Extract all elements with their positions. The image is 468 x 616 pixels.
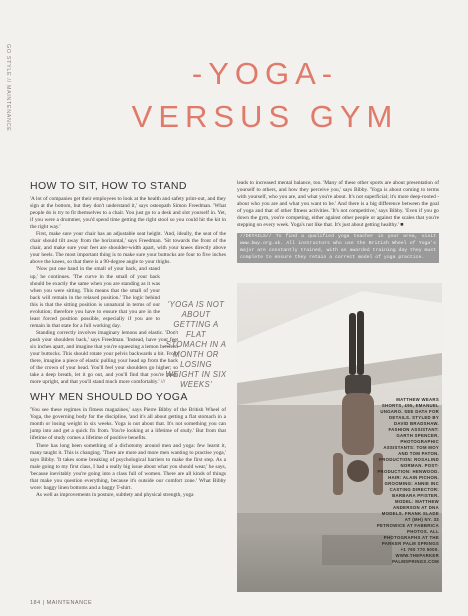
body-paragraph: Standing correctly involves imaginary lemons and elastic. 'Don't push your shoulders back,' says Freedman. 'Instead, have your feet six inches apart, and imagine that you're squeezing a lemon between your buttocks. This should rotate your pelvis backwards a bit. From there, imagine a piece of elastic pulling your head up from the back of the crown of your head. You'll feel your shoulders go higher; so take a deep breath, let it go out, and you'll find that you're much more upright, and that you'll stand much more comfortably.' /// bbox=[30, 329, 178, 386]
right-column bbox=[237, 180, 439, 263]
body-paragraph: There has long been something of a dichotomy around men and yoga: few learnt it, many taught it. This is changing. 'There are more and more men wanting to practise yoga,' says Bibby. 'It takes some breaking of psychological barriers to make the first step. As a male going to my first class, I had a really big issue about what you should wear,' he says, 'because inevitably you're going into a class full of women. There are all kinds of things that make you question everything, because it's outside our comfort zone.' What Bibby wore: baggy linen bottoms and a baggy T-shirt. bbox=[30, 442, 226, 491]
details-box: //DETAILS// To find a qualified yoga teacher in your area, visit www.bwy.org.uk. All instructors who use the British Wheel of Yoga's major are constantly trained, with an awarded training day they must complete to ensure they retain a correct model of yoga practice. bbox=[237, 233, 439, 262]
body-paragraph: 'A lot of companies get their employees to look at the health and safety print-out, and they sign at the bottom, but they don't understand it,' says osteopath Simon Freedman. 'What people do is try to fit themselves to a chair. You just go to a desk and slot yourself in. Yet, if you were a drummer, you'd spend time getting the right stool so you could hit the kit in the right way.' bbox=[30, 196, 226, 231]
headline-line-2: VERSUS GYM bbox=[131, 99, 399, 134]
body-paragraph: leads to increased mental balance, too. 'Many of these other sports are about presentation of yourself to others, and how they perceive you,' says Bibby. 'Yoga is about coming to terms with yourself, who you are, and what you're about. It's not superficial; it's more deep-rooted - about who you are and what you want to be.' And there is a big difference between the goal of yoga and that of other fitness activities. 'It's not competitive,' says Bibby. 'Even if you go down the gym, you're competing, either against other people or against the scales that you're stepping on every week. Yoga's not like that. It's just about getting healthy.' ■ bbox=[237, 180, 439, 229]
yoga-headstand-photo bbox=[237, 283, 442, 592]
section-tag: GO STYLE // MAINTENANCE bbox=[5, 44, 11, 132]
body-paragraph: As well as improvements in posture, subtlety and physical strength, yoga bbox=[36, 491, 194, 498]
body-paragraph: 'Now put one hand in the small of your back, and stand up,' he continues. 'The curve in the small of your back should be exactly the same when you are standing as it was when you were sitting. This means that the small of your back will remain in the relaxed position.' The logic behind this is that the sitting position is unnatural in terms of our evolution; therefore you have to ensure that you are in the least forced position possible, especially if you are to remain in that state for a full working day. bbox=[30, 266, 160, 329]
pull-quote: 'YOGA IS NOT ABOUT GETTING A FLAT STOMACH IN A MONTH OR LOSING WEIGHT IN SIX WEEKS' bbox=[165, 300, 227, 389]
page-folio: 184 | MAINTENANCE bbox=[30, 600, 93, 606]
section-title-men-yoga: WHY MEN SHOULD DO YOGA bbox=[30, 391, 188, 404]
body-paragraph: First, make sure your chair has an adjustable seat height. 'And, ideally, the seat of the chair should tilt away from the horizontal,' says Freedman. 'Sit towards the front of the chair, and make sure your feet are shoulder-width apart, with your knees directly above your heels. The most important thing is to make sure your buttocks are four to five inches above the knees, so that there is a 90-degree angle to your thighs. bbox=[30, 231, 226, 266]
section-title-sit-stand: HOW TO SIT, HOW TO STAND bbox=[30, 180, 187, 192]
photo-credits: MATTHEW WEARS SHORTS, £95, EMANUEL UNGARO. SEE DATA FOR DETAILS. STYLED BY DAVID BRADSHAW. FASHION ASSISTANT: GARTH SPENCER. PHOTOGRAPHIC ASSISTANTS: TOM MOY AND TOM PATON. PRODUCTION: ROSALIND NORMAN. POST-PRODUCTION: HENWOOD. HAIR: ALAIN PICHON. GROOMING: ANNIE INC CASTING DIRECTOR: BARBARA PFISTER. MODEL: MATTHEW ANDERSON AT DNA MODELS. FRANK SLADE AT (MH) NY. 33 PETROWICE AT FABBRICA PHOTOS. ALL PHOTOGRAPHS AT THE PARKER PALM SPRINGS +1 760 770 5000. WWW.THEPARKER PALMSPRINGS.COM bbox=[376, 397, 439, 564]
headline-line-1: -YOGA- bbox=[191, 56, 339, 91]
body-paragraph: 'You see these regimes in fitness magazines,' says Pierre Bibby of the British Wheel of Yoga, the governing body for the discipline, 'and it's all about getting a flat stomach in a month or losing weight in six weeks. Yoga is not about that. It's not something you can jump into and get a quick fix from. You're looking at a lifetime of study.' But from that lifetime of study comes a lifetime of positive benefits. bbox=[30, 407, 226, 442]
